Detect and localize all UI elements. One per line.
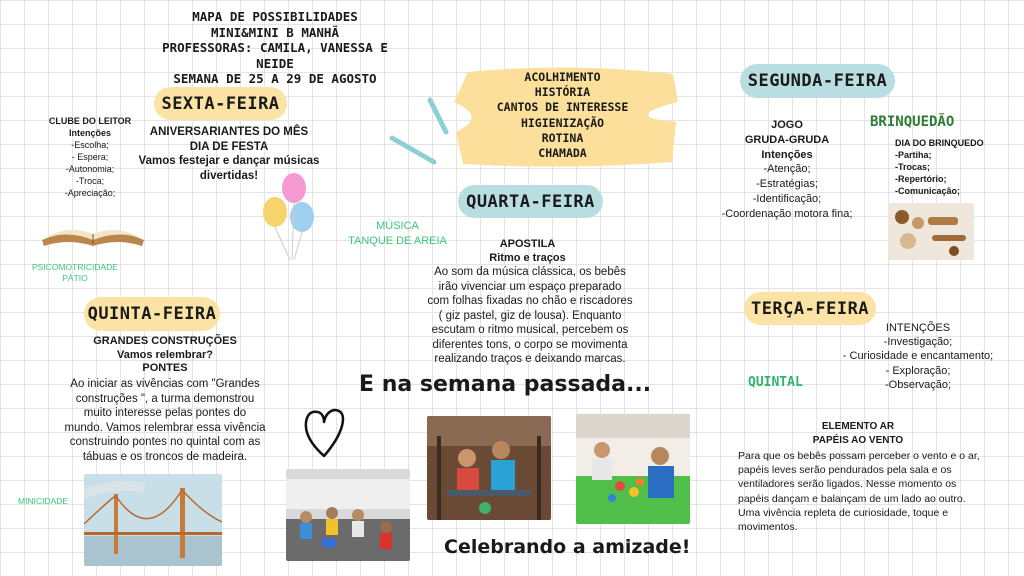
brinquedao-item: -Repertório; <box>895 174 947 184</box>
quinta-heading <box>60 335 270 376</box>
quarta-line: diferentes tons, o corpo se movimenta <box>432 338 628 351</box>
children-playing-photo-1 <box>286 469 410 561</box>
sexta-line-1: ANIVERSARIANTES DO MÊS <box>149 126 309 138</box>
acolhimento-list <box>470 70 655 161</box>
celebrando-heading: Celebrando a amizade! <box>444 536 691 558</box>
psicomotricidade-label <box>25 262 125 284</box>
terca-description <box>738 449 994 534</box>
quarta-line: ( giz pastel, giz de lousa). Enquanto <box>438 309 622 322</box>
brinquedao-item: -Comunicação; <box>895 186 961 196</box>
segunda-line-1: JOGO <box>771 119 803 131</box>
rotina-item: ROTINA <box>541 130 584 145</box>
psico-line-2: PÁTIO <box>62 273 88 283</box>
terca-item: -Investigação; <box>883 336 953 349</box>
ar-line-1: ELEMENTO AR <box>821 421 895 432</box>
terca-feira-title: TERÇA-FEIRA <box>744 292 876 325</box>
terca-desc-line: movimentos. <box>738 521 798 534</box>
clube-item: -Troca; <box>75 176 105 186</box>
wooden-toys-photo <box>888 203 974 260</box>
terca-item: -Observação; <box>884 378 952 391</box>
clube-do-leitor <box>40 115 140 139</box>
children-playing-photo-2 <box>427 416 551 520</box>
segunda-item: -Atenção; <box>763 163 811 176</box>
balloons-icon <box>258 170 328 265</box>
header-line-3: PROFESSORAS: CAMILA, VANESSA E NEIDE <box>162 40 388 71</box>
quinta-desc-line: mundo. Vamos relembrar essa vivência <box>64 421 266 434</box>
sexta-line-2: DIA DE FESTA <box>189 140 269 153</box>
clube-item: -Autonomia; <box>65 164 115 174</box>
quinta-desc-line: construindo pontes no quintal com as <box>69 436 261 448</box>
quarta-line: Ao som da música clássica, os bebês <box>434 266 626 278</box>
segunda-line-3: Intenções <box>761 148 813 161</box>
apostila-line-2: Ritmo e traços <box>489 252 566 264</box>
rotina-item: ACOLHIMENTO <box>524 70 601 84</box>
quarta-line: irão vivenciar um espaço preparado <box>438 280 622 293</box>
segunda-feira-title: SEGUNDA-FEIRA <box>740 64 895 98</box>
sexta-line-3: Vamos festejar e dançar músicas <box>138 155 320 167</box>
quinta-desc-line: tábuas e os troncos de madeira. <box>82 450 248 463</box>
terca-intencoes <box>828 321 1008 392</box>
brinquedao-sub: DIA DO BRINQUEDO <box>895 138 984 148</box>
apostila-line-1: APOSTILA <box>499 238 556 250</box>
clube-item: -Apreciação; <box>64 188 116 198</box>
children-playing-photo-3 <box>576 414 690 524</box>
musica-line-1: MÚSICA <box>376 220 419 232</box>
quinta-line-1: GRANDES CONSTRUÇÕES <box>93 335 237 347</box>
musica-line-2: TANQUE DE AREIA <box>348 235 447 247</box>
terca-desc-line: ventiladores serão ligados. Nesse momento os <box>738 478 957 491</box>
quinta-description <box>40 377 290 464</box>
brinquedao-title: BRINQUEDÃO <box>870 114 955 130</box>
terca-item: - Curiosidade e encantamento; <box>842 350 994 363</box>
open-book-icon <box>38 216 148 248</box>
clube-item: - Espera; <box>71 152 109 162</box>
minicidade-label: MINICIDADE <box>18 496 69 506</box>
rotina-item: CANTOS DE INTERESSE <box>496 100 629 115</box>
header <box>140 9 410 87</box>
quarta-feira-title: QUARTA-FEIRA <box>458 185 603 218</box>
clube-intencoes-list <box>40 139 140 199</box>
terca-desc-line: papéis leves serão pendurados pela sala e os <box>738 464 952 477</box>
quinta-line-3: PONTES <box>142 362 188 374</box>
terca-desc-line: papéis dançam e balançam de um lado ao outro. <box>738 492 966 505</box>
quintal-label: QUINTAL <box>748 375 803 390</box>
segunda-item: -Identificação; <box>752 192 822 205</box>
clube-item: -Escolha; <box>71 140 109 150</box>
rotina-item: CHAMADA <box>538 146 587 161</box>
clube-title: CLUBE DO LEITOR <box>48 116 132 126</box>
header-line-4: SEMANA DE 25 A 29 DE AGOSTO <box>173 71 377 86</box>
clube-subtitle: Intenções <box>68 128 111 138</box>
header-line-1: MAPA DE POSSIBILIDADES <box>192 9 358 24</box>
segunda-content <box>712 118 862 222</box>
quinta-desc-line: muito interesse pelas pontes do <box>83 407 247 419</box>
rotina-item: HISTÓRIA <box>534 85 591 100</box>
bridge-photo <box>84 474 222 566</box>
apostila-heading <box>440 237 615 265</box>
brinquedao-item: -Trocas; <box>895 162 931 172</box>
terca-intencoes-title: INTENÇÕES <box>885 322 951 334</box>
quarta-line: escutam o ritmo musical, percebem os <box>431 324 629 336</box>
quinta-feira-title: QUINTA-FEIRA <box>84 297 220 331</box>
elemento-ar-heading <box>778 420 938 447</box>
quinta-desc-line: construções ", a turma demonstrou <box>75 392 255 405</box>
terca-item: - Exploração; <box>885 364 951 377</box>
sexta-feira-title: SEXTA-FEIRA <box>154 87 287 120</box>
sexta-line-4: divertidas! <box>199 169 259 182</box>
semana-passada-heading: E na semana passada... <box>359 372 652 397</box>
segunda-line-2: GRUDA-GRUDA <box>744 133 830 146</box>
brinquedao-item: -Partiha; <box>895 150 932 160</box>
musica-label <box>340 219 455 249</box>
terca-desc-line: Uma vivência repleta de curiosidade, toque e <box>738 506 949 519</box>
terca-desc-line: Para que os bebês possam perceber o vento e o ar, <box>738 450 980 462</box>
quinta-desc-line: Ao iniciar as vivências com "Grandes <box>70 378 260 390</box>
quarta-description <box>400 265 660 367</box>
quarta-line: com folhas fixadas no chão e riscadores <box>427 295 633 307</box>
quinta-line-2: Vamos relembrar? <box>117 348 213 361</box>
brinquedao-content <box>895 137 1005 197</box>
quarta-line: realizando traços e deixando marcas. <box>434 353 626 365</box>
header-line-2: MINI&MINI B MANHÃ <box>211 24 339 40</box>
segunda-item: -Coordenação motora fina; <box>721 207 853 220</box>
heart-icon <box>300 404 348 462</box>
segunda-item: -Estratégias; <box>756 178 818 191</box>
psico-line-1: PSICOMOTRICIDADE <box>32 262 118 272</box>
rotina-item: HIGIENIZAÇÃO <box>520 115 605 130</box>
ar-line-2: PAPÉIS AO VENTO <box>812 434 904 446</box>
